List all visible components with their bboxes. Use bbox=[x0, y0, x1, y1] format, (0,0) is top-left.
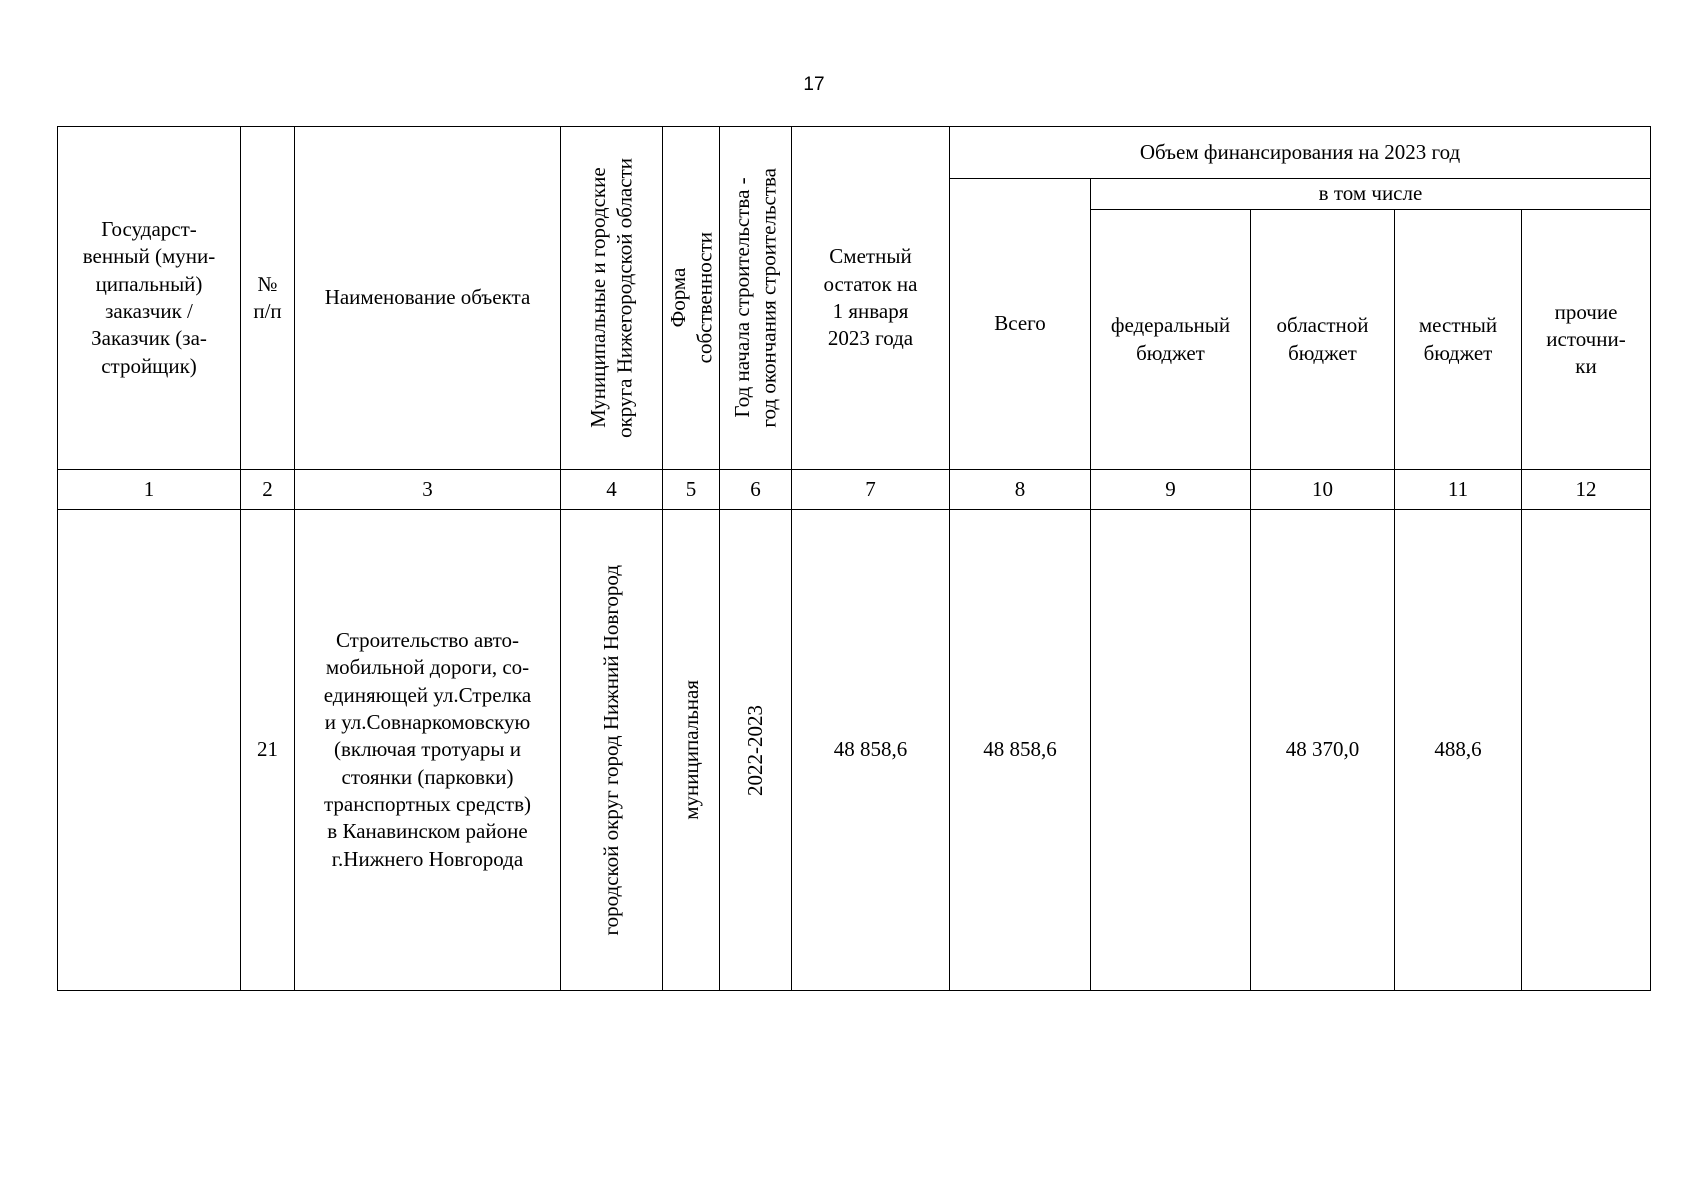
column-number: 8 bbox=[950, 470, 1091, 510]
column-number: 12 bbox=[1522, 470, 1651, 510]
header-years-text: Год начала строительства - год окончания строительства bbox=[730, 168, 781, 428]
header-object-name: Наименование объекта bbox=[295, 127, 561, 470]
header-total: Всего bbox=[950, 179, 1091, 470]
column-number: 1 bbox=[58, 470, 241, 510]
column-number: 10 bbox=[1251, 470, 1395, 510]
column-number: 11 bbox=[1395, 470, 1522, 510]
header-number: № п/п bbox=[241, 127, 295, 470]
column-number: 6 bbox=[720, 470, 792, 510]
header-local: местный бюджет bbox=[1395, 210, 1522, 470]
row-total: 48 858,6 bbox=[950, 510, 1091, 991]
header-municipality bbox=[561, 127, 663, 470]
column-number: 5 bbox=[663, 470, 720, 510]
row-number: 21 bbox=[241, 510, 295, 991]
row-municipality bbox=[561, 510, 663, 991]
page-number: 17 bbox=[803, 74, 825, 95]
header-ownership bbox=[663, 127, 720, 470]
row-customer bbox=[58, 510, 241, 991]
header-financing: Объем финансирования на 2023 год bbox=[950, 127, 1651, 179]
row-remaining: 48 858,6 bbox=[792, 510, 950, 991]
header-years bbox=[720, 127, 792, 470]
row-years-text: 2022-2023 bbox=[743, 704, 768, 796]
table-row bbox=[58, 510, 1651, 991]
row-ownership-text: муниципальная bbox=[678, 680, 703, 820]
row-years bbox=[720, 510, 792, 991]
row-federal bbox=[1091, 510, 1251, 991]
header-remaining: Сметный остаток на 1 января 2023 года bbox=[792, 127, 950, 470]
header-federal: федеральный бюджет bbox=[1091, 210, 1251, 470]
row-ownership bbox=[663, 510, 720, 991]
column-number: 3 bbox=[295, 470, 561, 510]
header-other: прочие источни- ки bbox=[1522, 210, 1651, 470]
header-regional: областной бюджет bbox=[1251, 210, 1395, 470]
row-local: 488,6 bbox=[1395, 510, 1522, 991]
column-number: 4 bbox=[561, 470, 663, 510]
header-customer: Государст- венный (муни- ципальный) заказчик / Заказчик (за- стройщик) bbox=[58, 127, 241, 470]
header-ownership-text: Форма собственности bbox=[665, 232, 716, 364]
header-municipality-text: Муниципальные и городские округа Нижегородской области bbox=[586, 158, 637, 438]
row-municipality-text: городской округ город Нижний Новгород bbox=[599, 564, 624, 936]
column-number: 7 bbox=[792, 470, 950, 510]
header-including: в том числе bbox=[1091, 179, 1651, 210]
column-number: 2 bbox=[241, 470, 295, 510]
row-regional: 48 370,0 bbox=[1251, 510, 1395, 991]
financing-table bbox=[57, 126, 1651, 991]
row-other bbox=[1522, 510, 1651, 991]
row-object-name: Строительство авто- мобильной дороги, со- единяющей ул.Стрелка и ул.Совнаркомовскую (включая тротуары и стоянки (парковки) транспортных средств) в Канавинском районе г.Нижнего Новгорода bbox=[295, 510, 561, 991]
column-number-row bbox=[58, 470, 1651, 510]
column-number: 9 bbox=[1091, 470, 1251, 510]
